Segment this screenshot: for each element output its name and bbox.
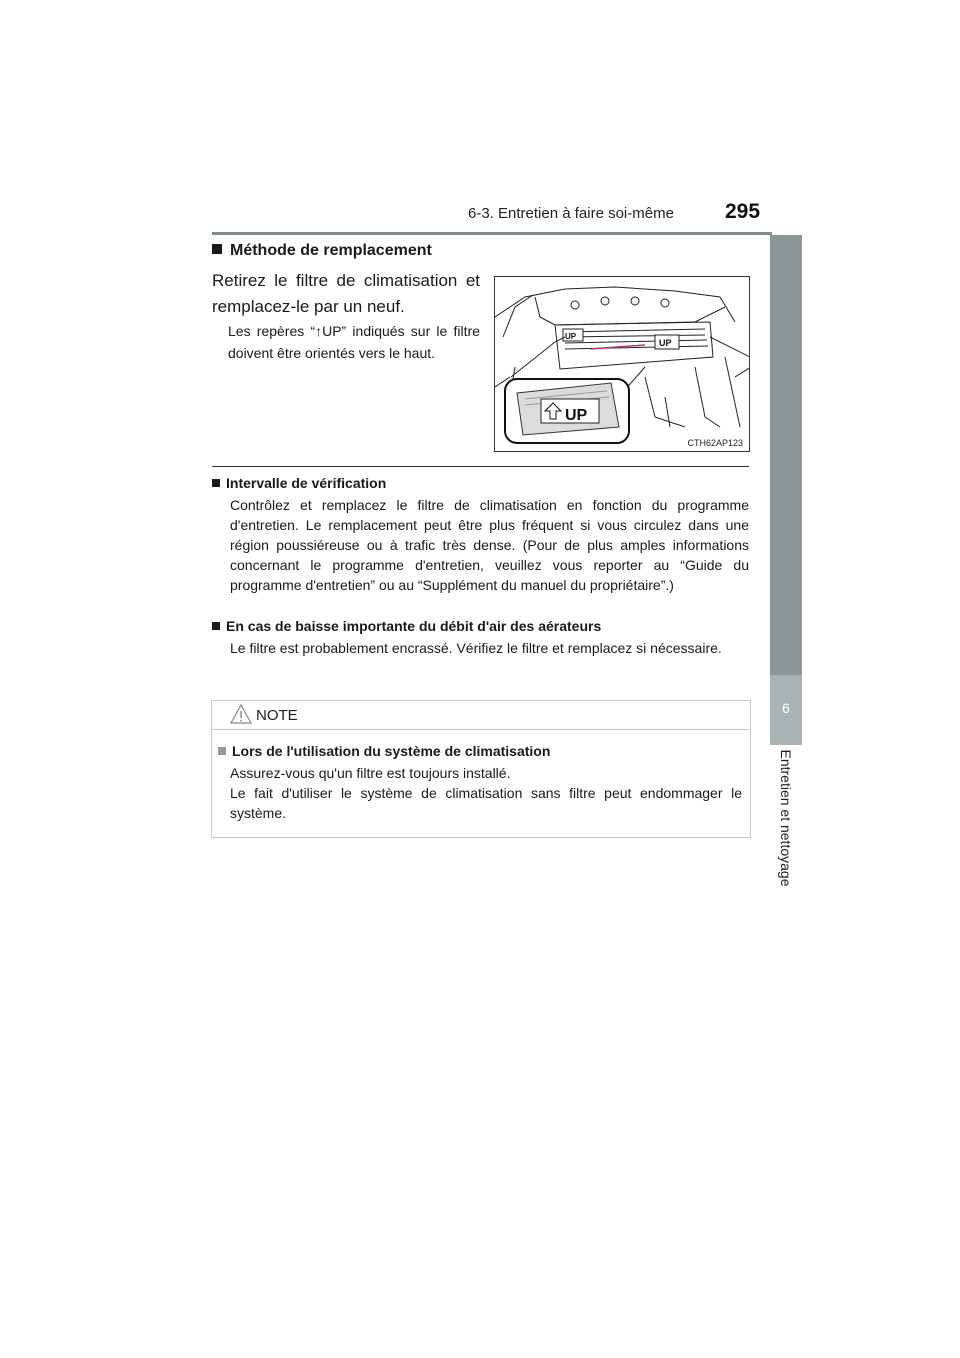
large-up-label: UP [565,407,588,424]
small-up-label-left: UP [565,332,577,341]
inspection-interval-text: Contrôlez et remplacez le filtre de climatisation en fonction du programme d'entretien. Le remplacement peut être plus fréquent si vous circulez dans une région poussiéreuse ou à trafic très dense. (Pour de plus amples informations concernant le programme d'entretien, veuillez vous reporter au “Guide du programme d'entretien” ou au “Supplément du manuel du propriétaire”.) [230,497,749,593]
notice-body [230,763,742,823]
separator-rule [212,466,749,467]
warning-icon [230,703,252,725]
airflow-drop-text: Le filtre est probablement encrassé. Vérifiez le filtre et remplacez si nécessaire. [230,640,722,656]
notice-box [211,700,751,838]
method-heading-text: Méthode de remplacement [230,242,432,259]
section-title: 6-3. Entretien à faire soi-même [468,205,674,222]
small-up-label-right: UP [659,338,672,348]
bullet-square [212,244,222,254]
chapter-tab-bar [770,235,802,675]
method-instruction: Retirez le filtre de climatisation et remplacez-le par un neuf. [212,271,480,316]
chapter-label-box [770,745,802,890]
page-number: 295 [725,200,761,223]
filter-illustration [494,276,750,452]
header-rule [212,232,772,235]
notice-heading [218,743,550,759]
figure-code: CTH62AP123 [687,438,743,448]
bullet-square [218,747,226,755]
inspection-interval-heading-text: Intervalle de vérification [226,475,387,491]
chapter-number: 6 [770,675,802,745]
notice-line-1: Assurez-vous qu'un filtre est toujours installé. [230,765,511,781]
method-heading [212,242,432,260]
notice-header [212,701,750,730]
notice-line-2: Le fait d'utiliser le système de climatisation sans filtre peut endommager le système. [230,785,742,821]
notice-title: NOTE [256,707,298,724]
notice-heading-text: Lors de l'utilisation du système de climatisation [232,743,551,759]
airflow-drop-heading [212,618,601,634]
inspection-interval-heading [212,475,386,491]
bullet-square [212,622,220,630]
bullet-square [212,479,220,487]
method-note: Les repères “↑UP” indiqués sur le filtre doivent être orientés vers le haut. [228,323,480,361]
airflow-drop-heading-text: En cas de baisse importante du débit d'air des aérateurs [226,618,602,634]
chapter-title: Entretien et nettoyage [778,749,794,886]
filter-drawing [495,277,750,452]
